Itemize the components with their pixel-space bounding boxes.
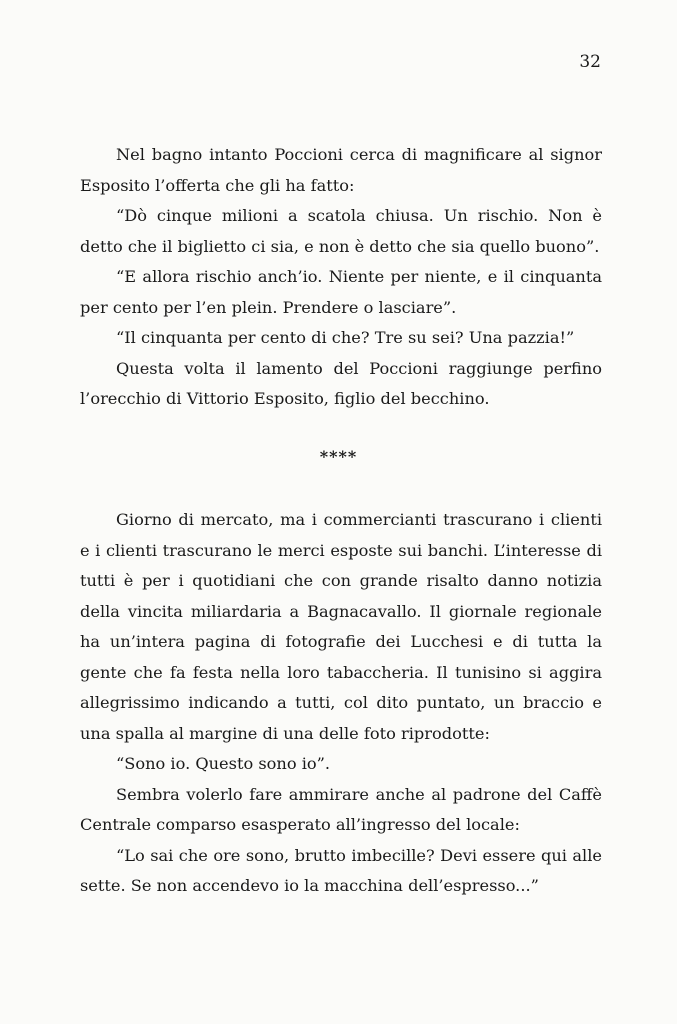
paragraph: “Sono io. Questo sono io”.: [116, 754, 331, 773]
paragraph: Sembra volerlo fare ammirare anche al padrone del Caffè Centrale comparso esasperato all’ingresso del locale:: [80, 784, 602, 834]
text-section-1: [80, 140, 602, 415]
paragraph: “E allora rischio anch’io. Niente per niente, e il cinquanta per cento per l’en plein. Prendere o lasciare”.: [80, 267, 602, 317]
paragraph: Questa volta il lamento del Poccioni raggiunge perfino l’orecchio di Vittorio Esposito, figlio del becchino.: [80, 358, 602, 408]
section-separator: ****: [319, 447, 358, 466]
paragraph: Giorno di mercato, ma i commercianti trascurano i clienti e i clienti trascurano le merci esposte sui banchi. L’interesse di tutti è per i quotidiani che con grande risalto danno notizia della vincita miliardaria a Bagnacavallo. Il giornale regionale ha un’intera pagina di fotografie dei Lucchesi e di tutta la gente che fa festa nella loro tabaccheria. Il tunisino si aggira allegrissimo indicando a tutti, col dito puntato, un braccio e una spalla al margine di una delle foto riprodotte:: [80, 510, 602, 743]
paragraph: “Lo sai che ore sono, brutto imbecille? Devi essere qui alle sette. Se non accendevo io la macchina dell’espresso...”: [80, 845, 602, 895]
paragraph: Nel bagno intanto Poccioni cerca di magnificare al signor Esposito l’offerta che gli ha fatto:: [80, 145, 602, 195]
page-number: 32: [579, 52, 601, 72]
paragraph: “Il cinquanta per cento di che? Tre su sei? Una pazzia!”: [116, 328, 575, 347]
text-section-2: [80, 505, 602, 902]
paragraph: “Dò cinque milioni a scatola chiusa. Un rischio. Non è detto che il biglietto ci sia, e non è detto che sia quello buono”.: [80, 206, 602, 256]
